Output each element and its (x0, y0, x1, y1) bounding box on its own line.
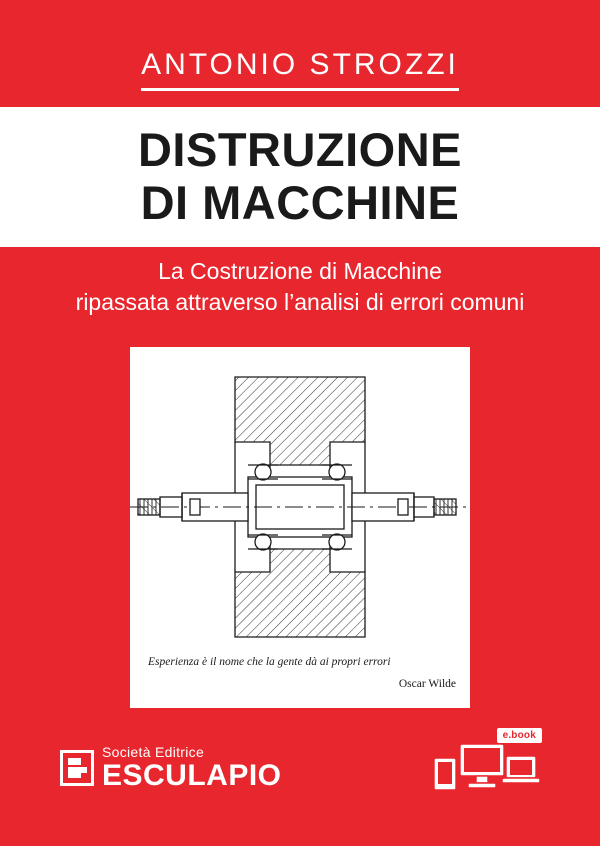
illustration-panel (130, 347, 470, 708)
publisher-name: ESCULAPIO (102, 759, 282, 792)
subtitle-line-1: La Costruzione di Macchine (158, 258, 442, 284)
ebook-devices-icon (432, 736, 542, 798)
subtitle-block (0, 256, 600, 318)
shaft-bearing-assembly-drawing (130, 347, 470, 667)
title-band (0, 107, 600, 247)
ebook-badge (432, 728, 542, 798)
author-name: ANTONIO STROZZI (141, 48, 459, 91)
publisher-subtitle: Società Editrice (102, 744, 205, 760)
illustration-quote: Esperienza è il nome che la gente dà ai propri errori (148, 656, 391, 668)
ebook-label: e.book (497, 728, 542, 743)
page-title-line-2: DI MACCHINE (140, 176, 460, 229)
publisher-logo (60, 745, 282, 791)
page-title-line-1: DISTRUZIONE (137, 123, 463, 177)
esculapio-e-logo-icon (60, 750, 94, 786)
subtitle-line-2: ripassata attraverso l’analisi di errori comuni (75, 289, 525, 316)
author-name-block (0, 48, 600, 91)
publisher-text (102, 745, 282, 791)
illustration-quote-author: Oscar Wilde (398, 678, 456, 690)
